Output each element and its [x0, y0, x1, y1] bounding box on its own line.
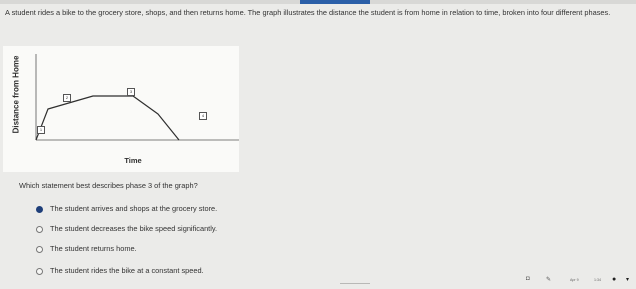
radio-icon[interactable]	[36, 268, 43, 275]
option-2[interactable]	[36, 224, 296, 236]
top-progress-bar	[0, 0, 636, 4]
tray-date: Apr 9	[570, 278, 579, 282]
option-4-label: The student rides the bike at a constant speed.	[50, 266, 204, 275]
option-2-label: The student decreases the bike speed significantly.	[50, 224, 218, 233]
record-icon[interactable]: ●	[612, 276, 617, 283]
x-axis-label: Time	[124, 156, 142, 165]
distance-time-graph	[3, 46, 239, 172]
option-3[interactable]	[36, 244, 296, 256]
question-prompt: Which statement best describes phase 3 of the graph?	[19, 181, 198, 190]
phase-3-label: 3	[127, 88, 135, 96]
wifi-icon[interactable]: ▾	[626, 277, 630, 283]
bottom-divider	[340, 283, 370, 284]
option-4[interactable]	[36, 266, 296, 278]
progress-accent	[300, 0, 370, 4]
radio-icon[interactable]	[36, 246, 43, 253]
radio-selected-icon[interactable]	[36, 206, 43, 213]
chat-icon[interactable]: ◘	[526, 276, 530, 282]
question-text: A student rides a bike to the grocery store, shops, and then returns home. The graph illustrates the distance the student is from home in relation to time, broken into four different phases.	[5, 8, 611, 17]
y-axis-label: Distance from Home	[11, 55, 21, 134]
option-1-label: The student arrives and shops at the grocery store.	[50, 204, 218, 213]
phase-4-label: 4	[199, 112, 207, 120]
tray-time: 1:34	[594, 278, 601, 282]
option-1[interactable]	[36, 204, 296, 216]
graph-svg	[3, 46, 239, 172]
pen-icon[interactable]: ✎	[546, 277, 552, 283]
radio-icon[interactable]	[36, 226, 43, 233]
phase-2-label: 2	[63, 94, 71, 102]
system-tray	[516, 273, 636, 289]
option-3-label: The student returns home.	[50, 244, 137, 253]
distance-line	[36, 96, 179, 140]
phase-1-label: 1	[37, 126, 45, 134]
